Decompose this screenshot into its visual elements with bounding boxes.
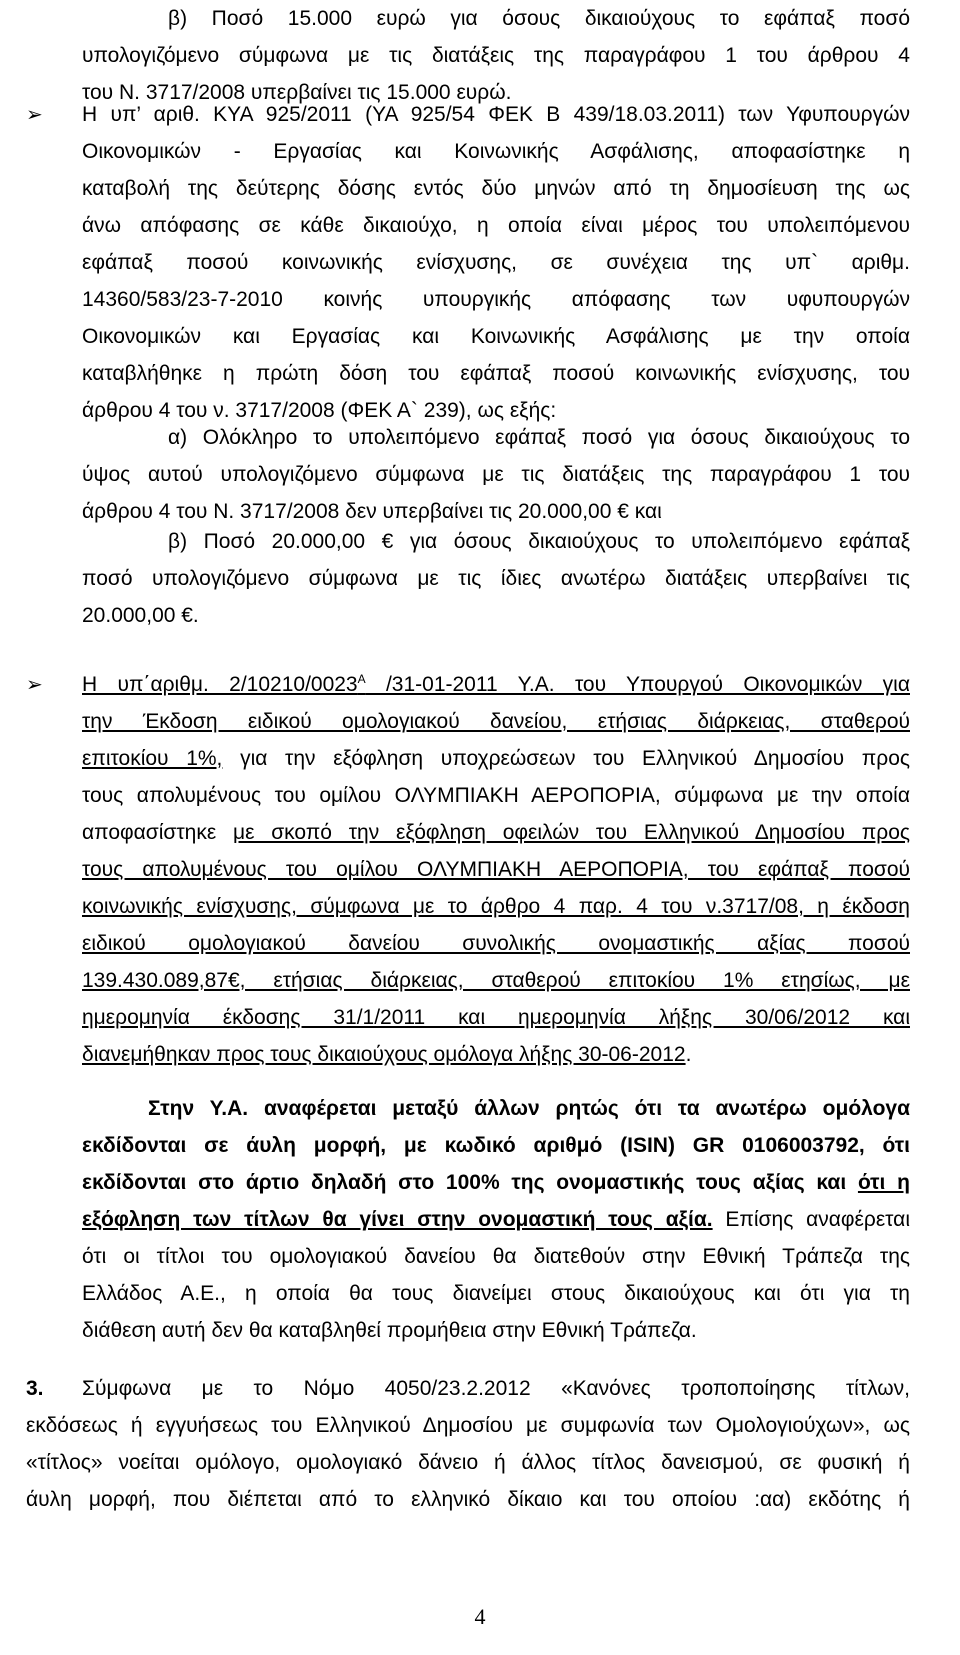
text-line: εξόφληση των τίτλων θα γίνει στην ονομαστική τους αξία. Επίσης αναφέρεται bbox=[82, 1208, 910, 1231]
text-line: ημερομηνία έκδοσης 31/1/2011 και ημερομηνία λήξης 30/06/2012 και bbox=[82, 1006, 910, 1029]
text-line: 139.430.089,87€, ετήσιας διάρκειας, σταθερού επιτοκίου 1% ετησίως, με bbox=[82, 969, 910, 992]
text-line: «τίτλος» νοείται ομόλογο, ομολογιακό δάνειο ή άλλος τίτλος δανεισμού, σε φυσική ή bbox=[26, 1451, 910, 1474]
text-line: Η υπ’ αριθ. ΚΥΑ 925/2011 (ΥΑ 925/54 ΦΕΚ Β 439/18.03.2011) των Υφυπουργών bbox=[82, 103, 910, 126]
text-line: Οικονομικών - Εργασίας και Κοινωνικής Ασφάλισης, αποφασίστηκε η bbox=[82, 140, 910, 163]
bullet-arrow-icon: ➢ bbox=[26, 672, 43, 696]
text-line: Στην Υ.Α. αναφέρεται μεταξύ άλλων ρητώς ότι τα ανωτέρω ομόλογα bbox=[148, 1097, 910, 1120]
text-line: εκδόσεως ή εγγυήσεως του Ελληνικού Δημοσίου με συμφωνία των Ομολογιούχων», ως bbox=[26, 1414, 910, 1437]
text-line: ότι οι τίτλοι του ομολογιακού δανείου θα διατεθούν στην Εθνική Τράπεζα της bbox=[82, 1245, 910, 1268]
text-line: του Ν. 3717/2008 υπερβαίνει τις 15.000 ευρώ. bbox=[82, 81, 512, 104]
text-line: κοινωνικής ενίσχυσης, σύμφωνα με το άρθρο 4 παρ. 4 του ν.3717/08, η έκδοση bbox=[82, 895, 910, 918]
paragraph-ya-bonds bbox=[82, 1090, 910, 1349]
text-line: την Έκδοση ειδικού ομολογιακού δανείου, ετήσιας διάρκειας, σταθερού bbox=[82, 710, 910, 733]
text-line: Ελλάδος Α.Ε., η οποία θα τους διανείμει στους δικαιούχους και ότι για τη bbox=[82, 1282, 910, 1305]
text-line: υπολογιζόμενο σύμφωνα με τις διατάξεις της παραγράφου 1 του άρθρου 4 bbox=[82, 44, 910, 67]
page-number: 4 bbox=[474, 1604, 486, 1629]
text-line: άρθρου 4 του Ν. 3717/2008 δεν υπερβαίνει τις 20.000,00 € και bbox=[82, 500, 662, 523]
bullet-arrow-icon: ➢ bbox=[26, 102, 43, 126]
paragraph-law-4050-cont bbox=[26, 1407, 910, 1518]
paragraph-law-4050 bbox=[82, 1370, 910, 1407]
text-line: Οικονομικών και Εργασίας και Κοινωνικής Ασφάλισης με την οποία bbox=[82, 325, 910, 348]
text-line: καταβλήθηκε η πρώτη δόση του εφάπαξ ποσού κοινωνικής ενίσχυσης, του bbox=[82, 362, 910, 385]
text-line: διάθεση αυτή δεν θα καταβληθεί προμήθεια στην Εθνική Τράπεζα. bbox=[82, 1319, 697, 1342]
text-line: α) Ολόκληρο το υπολειπόμενο εφάπαξ ποσό για όσους δικαιούχους το bbox=[168, 426, 910, 449]
text-line: Σύμφωνα με το Νόμο 4050/23.2.2012 «Κανόνες τροποποίησης τίτλων, bbox=[82, 1377, 910, 1400]
text-line: καταβολή της δεύτερης δόσης εντός δύο μηνών από τη δημοσίευση της ως bbox=[82, 177, 910, 200]
paragraph-alpha bbox=[82, 419, 910, 530]
text-line: εκδίδονται στο άρτιο δηλαδή στο 100% της ονομαστικής τους αξίας και ότι η bbox=[82, 1171, 910, 1194]
text-line: άρθρου 4 του ν. 3717/2008 (ΦΕΚ Α` 239), ως εξής: bbox=[82, 399, 557, 422]
text-line: άνω απόφασης σε κάθε δικαιούχο, η οποία είναι μέρος του υπολειπόμενου bbox=[82, 214, 910, 237]
text-line: τους απολυμένους του ομίλου ΟΛΥΜΠΙΑΚΗ ΑΕΡΟΠΟΡΙΑ, του εφάπαξ ποσού bbox=[82, 858, 910, 881]
text-line: εφάπαξ ποσού κοινωνικής ενίσχυσης, σε συνέχεια της υπ` αριθμ. bbox=[82, 251, 910, 274]
text-line: διανεμήθηκαν προς τους δικαιούχους ομόλογα λήξης 30-06-2012. bbox=[82, 1043, 692, 1066]
text-line: αποφασίστηκε με σκοπό την εξόφληση οφειλών του Ελληνικού Δημοσίου προς bbox=[82, 821, 910, 844]
paragraph-beta-20000 bbox=[82, 523, 910, 634]
text-line: εκδίδονται σε άυλη μορφή, με κωδικό αριθμό (ISIN) GR 0106003792, ότι bbox=[82, 1134, 910, 1157]
text-line: τους απολυμένους του ομίλου ΟΛΥΜΠΙΑΚΗ ΑΕΡΟΠΟΡΙΑ, σύμφωνα με την οποία bbox=[82, 784, 910, 807]
paragraph-kya-925 bbox=[82, 96, 910, 429]
text-line: ειδικού ομολογιακού δανείου συνολικής ονομαστικής αξίας ποσού bbox=[82, 932, 910, 955]
text-line: Η υπ΄αριθμ. $2/10210/0023^A$ /31-01-2011 Υ.Α. του Υπουργού Οικονομικών για bbox=[82, 672, 910, 696]
text-line: 14360/583/23-7-2010 κοινής υπουργικής απόφασης των υφυπουργών bbox=[82, 288, 910, 311]
text-line: β) Ποσό 20.000,00 € για όσους δικαιούχους το υπολειπόμενο εφάπαξ bbox=[168, 530, 910, 553]
paragraph-ya-olympiaki bbox=[82, 666, 910, 1073]
text-line: β) Ποσό 15.000 ευρώ για όσους δικαιούχους το εφάπαξ ποσό bbox=[168, 7, 910, 30]
text-line: 20.000,00 €. bbox=[82, 604, 199, 627]
text-line: επιτοκίου 1%, για την εξόφληση υποχρεώσεων του Ελληνικού Δημοσίου προς bbox=[82, 747, 910, 770]
text-line: ποσό υπολογιζόμενο σύμφωνα με τις ίδιες ανωτέρω διατάξεις υπερβαίνει τις bbox=[82, 567, 910, 590]
text-line: άυλη μορφή, που διέπεται από το ελληνικό δίκαιο και του οποίου :αα) εκδότης ή bbox=[26, 1488, 910, 1511]
section-number: 3. bbox=[26, 1377, 44, 1400]
paragraph-beta-15000 bbox=[82, 0, 910, 111]
text-line: ύψος αυτού υπολογιζόμενο σύμφωνα με τις διατάξεις της παραγράφου 1 του bbox=[82, 463, 910, 486]
